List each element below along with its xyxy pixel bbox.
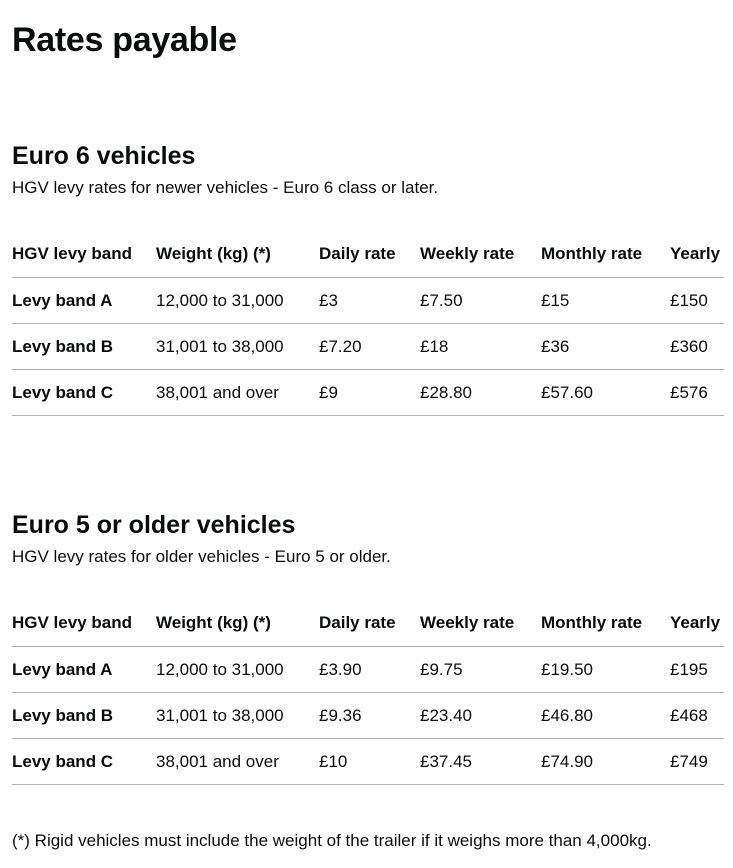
cell-daily-rate: £3 (319, 278, 420, 324)
column-header-weekly-rate: Weekly rate (420, 231, 541, 278)
cell-monthly-rate: £15 (541, 278, 670, 324)
weight-footnote: (*) Rigid vehicles must include the weight of the trailer if it weighs more than 4,000kg. (12, 831, 652, 850)
table-header-row (12, 600, 724, 647)
column-header-levy-band: HGV levy band (12, 231, 156, 278)
cell-weekly-rate: £18 (420, 324, 541, 370)
cell-weekly-rate: £7.50 (420, 278, 541, 324)
cell-levy-band: Levy band B (12, 324, 156, 370)
cell-yearly: £468 (670, 693, 724, 739)
section-description: HGV levy rates for older vehicles - Euro 5 or older. (12, 547, 391, 566)
cell-monthly-rate: £19.50 (541, 647, 670, 693)
cell-levy-band: Levy band B (12, 693, 156, 739)
cell-yearly: £195 (670, 647, 724, 693)
cell-monthly-rate: £74.90 (541, 739, 670, 785)
table-row (12, 278, 724, 324)
column-header-yearly: Yearly (670, 231, 724, 278)
cell-weight: 31,001 to 38,000 (156, 693, 319, 739)
section-heading: Euro 5 or older vehicles (12, 511, 296, 539)
cell-levy-band: Levy band A (12, 647, 156, 693)
section-description: HGV levy rates for newer vehicles - Euro 6 class or later. (12, 178, 439, 197)
cell-daily-rate: £7.20 (319, 324, 420, 370)
column-header-weekly-rate: Weekly rate (420, 600, 541, 647)
column-header-weight: Weight (kg) (*) (156, 600, 319, 647)
table-header-row (12, 231, 724, 278)
cell-levy-band: Levy band A (12, 278, 156, 324)
cell-monthly-rate: £36 (541, 324, 670, 370)
column-header-yearly: Yearly (670, 600, 724, 647)
table-row (12, 693, 724, 739)
column-header-daily-rate: Daily rate (319, 231, 420, 278)
cell-weekly-rate: £9.75 (420, 647, 541, 693)
rates-table-euro-5 (12, 600, 724, 785)
cell-daily-rate: £9 (319, 370, 420, 416)
cell-weekly-rate: £37.45 (420, 739, 541, 785)
cell-monthly-rate: £46.80 (541, 693, 670, 739)
cell-weight: 31,001 to 38,000 (156, 324, 319, 370)
section-heading: Euro 6 vehicles (12, 142, 196, 170)
cell-weight: 38,001 and over (156, 370, 319, 416)
cell-yearly: £576 (670, 370, 724, 416)
column-header-daily-rate: Daily rate (319, 600, 420, 647)
cell-yearly: £150 (670, 278, 724, 324)
cell-weekly-rate: £23.40 (420, 693, 541, 739)
cell-yearly: £749 (670, 739, 724, 785)
column-header-levy-band: HGV levy band (12, 600, 156, 647)
column-header-weight: Weight (kg) (*) (156, 231, 319, 278)
column-header-monthly-rate: Monthly rate (541, 600, 670, 647)
cell-yearly: £360 (670, 324, 724, 370)
cell-weight: 38,001 and over (156, 739, 319, 785)
cell-levy-band: Levy band C (12, 370, 156, 416)
cell-daily-rate: £3.90 (319, 647, 420, 693)
cell-daily-rate: £9.36 (319, 693, 420, 739)
rates-table-euro-6 (12, 231, 724, 416)
cell-weekly-rate: £28.80 (420, 370, 541, 416)
cell-weight: 12,000 to 31,000 (156, 647, 319, 693)
cell-weight: 12,000 to 31,000 (156, 278, 319, 324)
table-row (12, 324, 724, 370)
table-row (12, 647, 724, 693)
page-title: Rates payable (12, 21, 237, 59)
cell-monthly-rate: £57.60 (541, 370, 670, 416)
table-row (12, 739, 724, 785)
table-row (12, 370, 724, 416)
cell-levy-band: Levy band C (12, 739, 156, 785)
cell-daily-rate: £10 (319, 739, 420, 785)
column-header-monthly-rate: Monthly rate (541, 231, 670, 278)
